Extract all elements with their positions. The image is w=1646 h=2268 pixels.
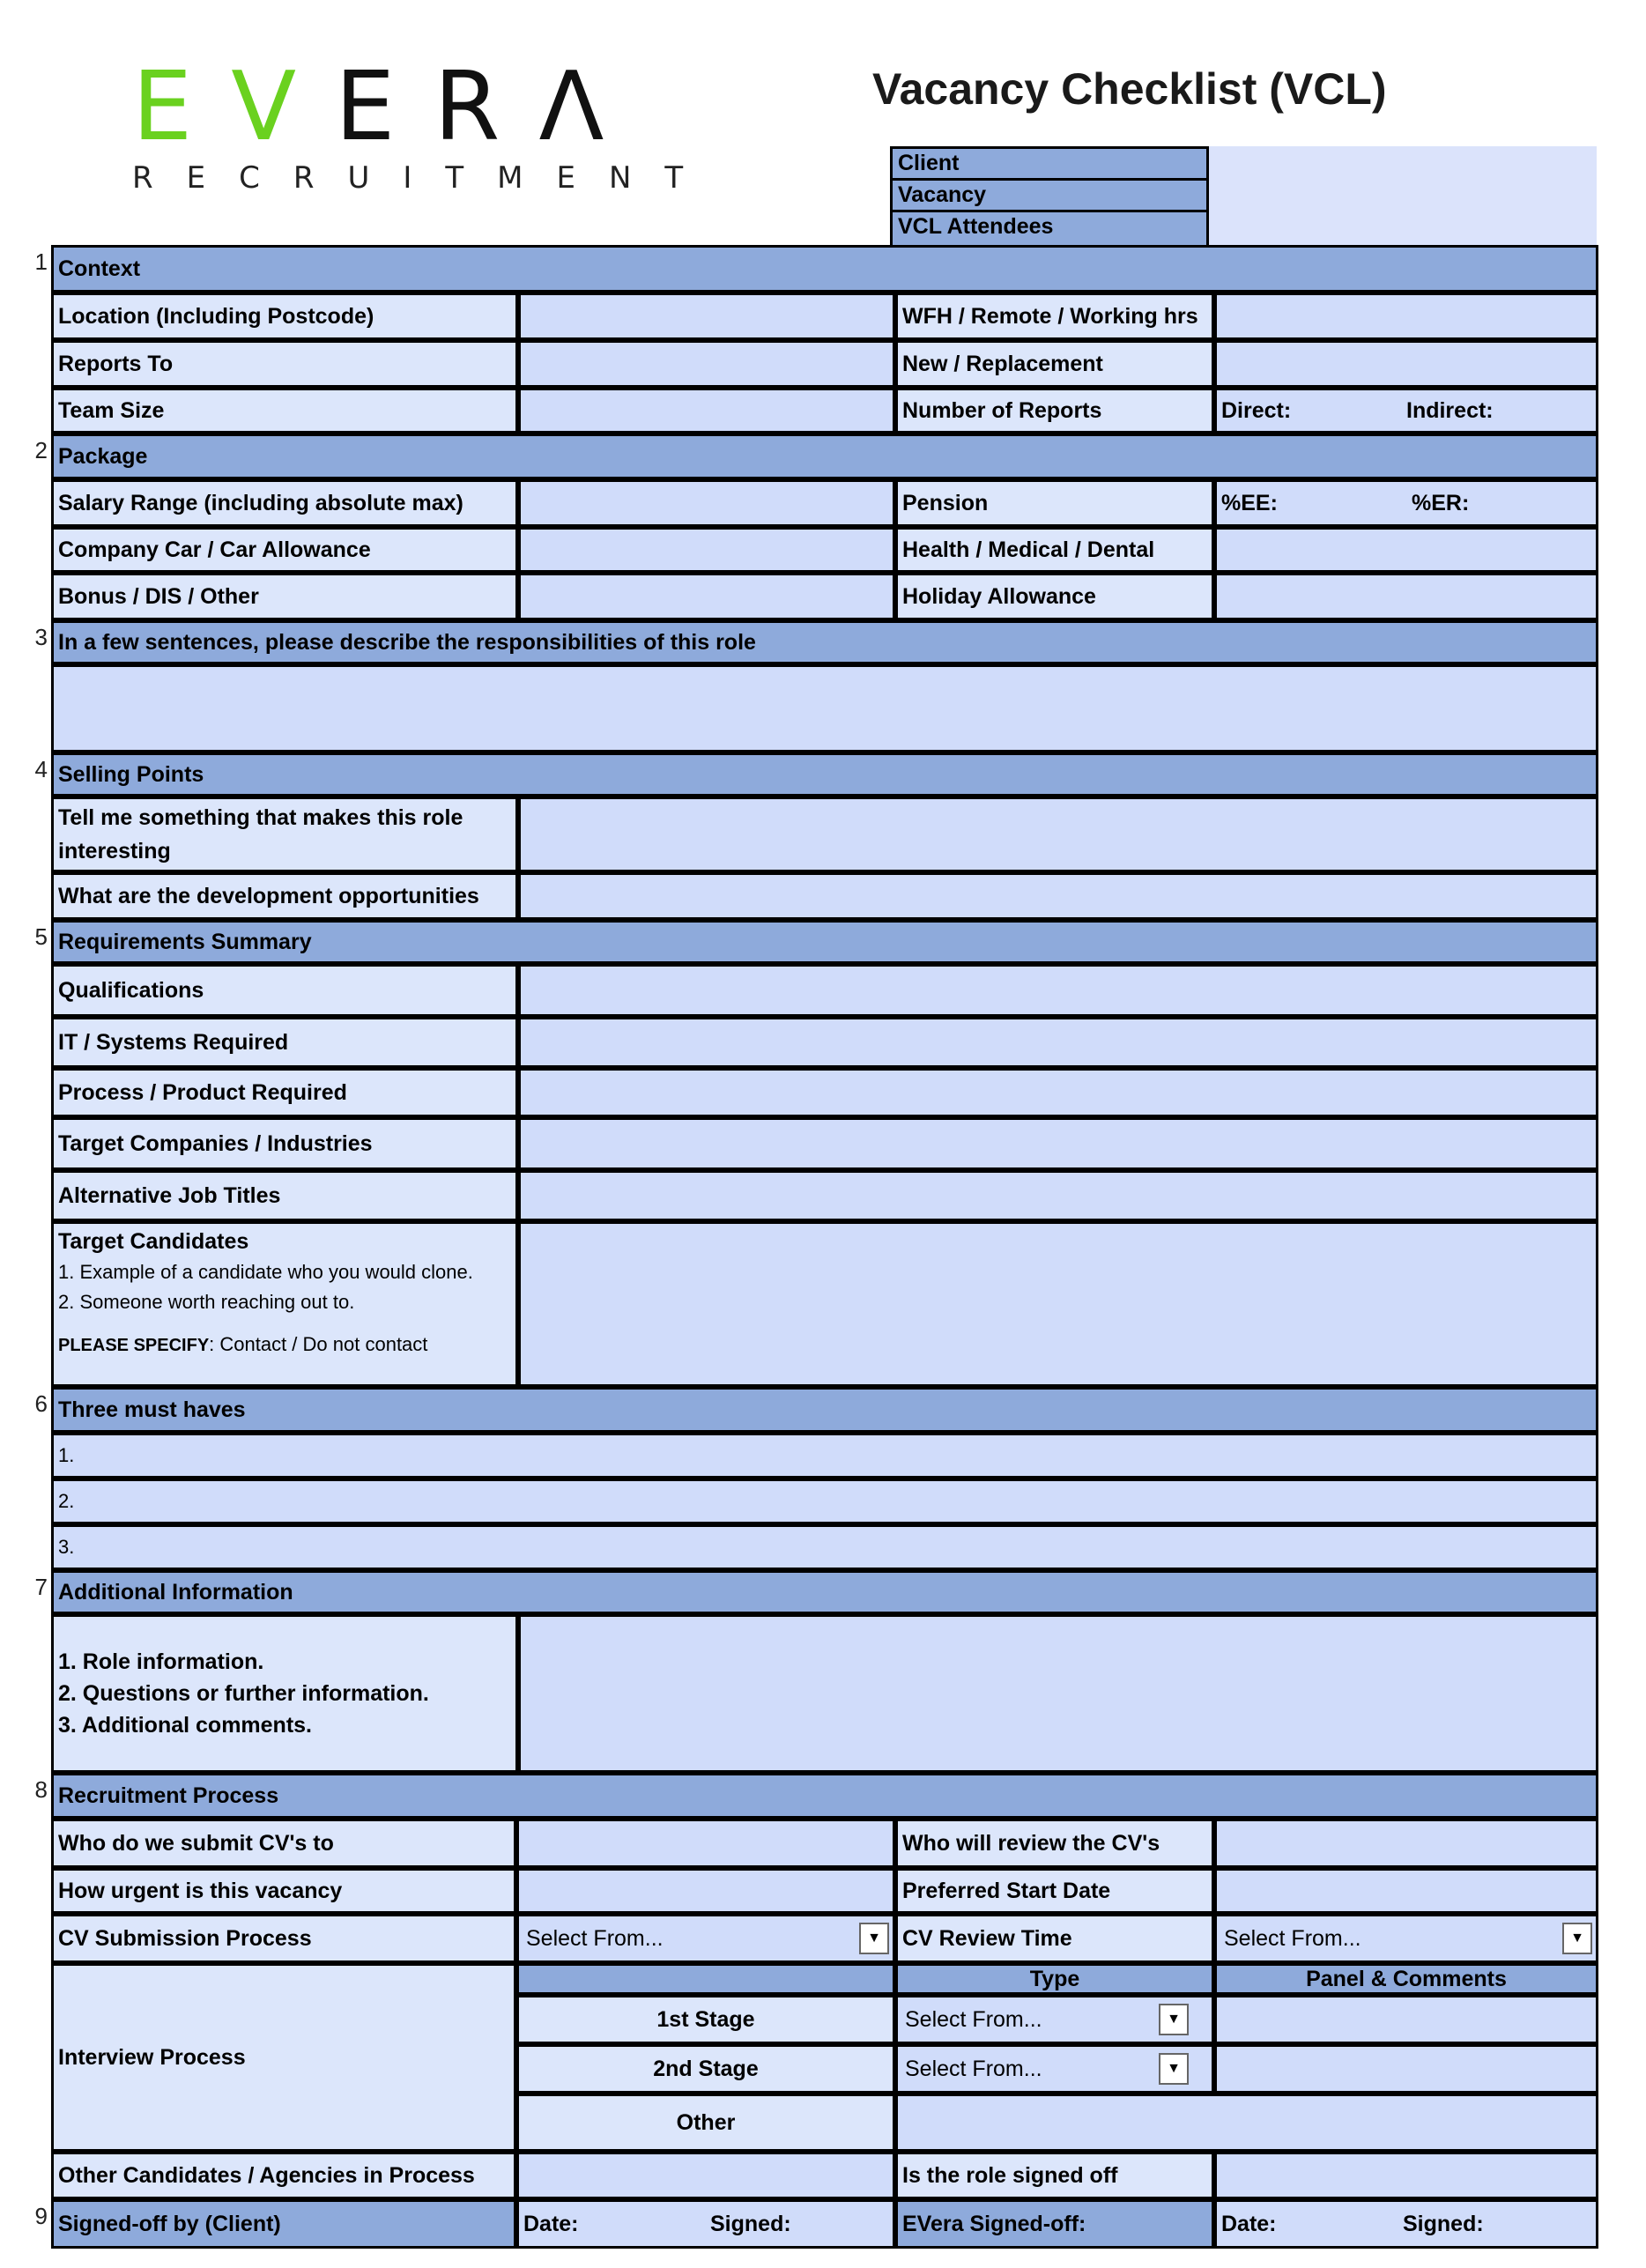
team-size-field[interactable] xyxy=(518,388,895,434)
pension-field[interactable] xyxy=(1214,479,1598,527)
evera-signoff-label: EVera Signed-off: xyxy=(895,2199,1214,2249)
stage-2-type-select[interactable] xyxy=(895,2044,1214,2094)
section-number-3: 3 xyxy=(34,624,48,650)
interesting-field[interactable] xyxy=(518,797,1598,872)
submit-cvs-to-label: Who do we submit CV's to xyxy=(51,1819,516,1868)
other-candidates-field[interactable] xyxy=(516,2152,895,2199)
interesting-label: Tell me something that makes this role interesting xyxy=(51,797,518,872)
location-label: Location (Including Postcode) xyxy=(51,293,518,340)
must-have-3-field[interactable]: 3. xyxy=(51,1524,1598,1570)
urgency-field[interactable] xyxy=(516,1868,895,1914)
section-number-8: 8 xyxy=(34,1776,48,1803)
section-header-must-haves: Three must haves xyxy=(51,1387,1598,1433)
section-header-recruitment-process: Recruitment Process xyxy=(51,1773,1598,1819)
additional-line-3: 3. Additional comments. xyxy=(58,1713,313,1738)
vcl-attendees-field[interactable] xyxy=(1209,210,1597,247)
holiday-field[interactable] xyxy=(1214,573,1598,620)
role-signed-off-label: Is the role signed off xyxy=(895,2152,1214,2199)
additional-line-2: 2. Questions or further information. xyxy=(58,1681,429,1706)
stage-1-label: 1st Stage xyxy=(516,1995,895,2044)
other-stage-field[interactable] xyxy=(895,2094,1598,2152)
client-signed-label: Signed: xyxy=(710,2211,791,2236)
reports-to-label: Reports To xyxy=(51,340,518,388)
section-header-context: Context xyxy=(51,245,1598,293)
it-systems-field[interactable] xyxy=(518,1017,1598,1068)
car-allowance-label: Company Car / Car Allowance xyxy=(51,527,518,573)
cv-review-time-label: CV Review Time xyxy=(895,1914,1214,1963)
new-replacement-field[interactable] xyxy=(1214,340,1598,388)
logo-letter-e1: E xyxy=(132,52,232,162)
section-number-9: 9 xyxy=(34,2203,48,2229)
client-signoff-label: Signed-off by (Client) xyxy=(51,2199,516,2249)
chevron-down-icon[interactable]: ▼ xyxy=(1159,2053,1189,2085)
number-of-reports-label: Number of Reports xyxy=(895,388,1214,434)
cv-submission-select-value: Select From... xyxy=(526,1925,664,1951)
vacancy-field[interactable] xyxy=(1209,178,1597,210)
section-number-5: 5 xyxy=(34,923,48,950)
target-companies-field[interactable] xyxy=(518,1117,1598,1170)
client-date-label: Date: xyxy=(523,2211,579,2236)
salary-range-label: Salary Range (including absolute max) xyxy=(51,479,518,527)
car-allowance-field[interactable] xyxy=(518,527,895,573)
chevron-down-icon[interactable]: ▼ xyxy=(1562,1923,1592,1954)
health-field[interactable] xyxy=(1214,527,1598,573)
interview-process-label: Interview Process xyxy=(51,1963,516,2152)
section-header-requirements: Requirements Summary xyxy=(51,920,1598,964)
salary-range-field[interactable] xyxy=(518,479,895,527)
alt-job-titles-label: Alternative Job Titles xyxy=(51,1170,518,1221)
panel-comments-header: Panel & Comments xyxy=(1214,1963,1598,1995)
submit-cvs-to-field[interactable] xyxy=(516,1819,895,1868)
section-header-selling-points: Selling Points xyxy=(51,752,1598,797)
review-cvs-field[interactable] xyxy=(1214,1819,1598,1868)
it-systems-label: IT / Systems Required xyxy=(51,1017,518,1068)
must-have-1-field[interactable]: 1. xyxy=(51,1433,1598,1479)
type-header: Type xyxy=(895,1963,1214,1995)
stage-1-panel-field[interactable] xyxy=(1214,1995,1598,2044)
logo-letter-v: V xyxy=(231,52,336,162)
indirect-label: Indirect: xyxy=(1406,397,1494,423)
reports-to-field[interactable] xyxy=(518,340,895,388)
ee-label: %EE: xyxy=(1221,490,1278,515)
bonus-field[interactable] xyxy=(518,573,895,620)
responsibilities-field[interactable] xyxy=(51,664,1598,752)
cv-review-time-select[interactable] xyxy=(1214,1914,1598,1963)
urgency-label: How urgent is this vacancy xyxy=(51,1868,516,1914)
client-signoff-field[interactable] xyxy=(516,2199,895,2249)
start-date-label: Preferred Start Date xyxy=(895,1868,1214,1914)
section-header-package: Package xyxy=(51,434,1598,479)
evera-date-label: Date: xyxy=(1221,2211,1277,2236)
chevron-down-icon[interactable]: ▼ xyxy=(859,1923,889,1954)
logo-letter-e2: E xyxy=(335,52,434,162)
er-label: %ER: xyxy=(1412,490,1470,515)
other-stage-label: Other xyxy=(516,2094,895,2152)
stage-1-type-value: Select From... xyxy=(905,2006,1042,2032)
role-signed-off-field[interactable] xyxy=(1214,2152,1598,2199)
development-field[interactable] xyxy=(518,872,1598,920)
cv-review-time-select-value: Select From... xyxy=(1224,1925,1361,1951)
client-field[interactable] xyxy=(1209,146,1597,178)
target-candidates-label: Target Candidates xyxy=(58,1229,249,1254)
stage-2-label: 2nd Stage xyxy=(516,2044,895,2094)
wfh-field[interactable] xyxy=(1214,293,1598,340)
target-candidates-item-1: 1. Example of a candidate who you would clone. xyxy=(58,1261,473,1283)
additional-info-block xyxy=(51,1614,518,1773)
logo-letter-r: R xyxy=(434,52,539,162)
section-header-additional-info: Additional Information xyxy=(51,1570,1598,1614)
process-product-label: Process / Product Required xyxy=(51,1068,518,1117)
target-companies-label: Target Companies / Industries xyxy=(51,1117,518,1170)
evera-signed-label: Signed: xyxy=(1403,2211,1484,2236)
contact-options: : Contact / Do not contact xyxy=(209,1333,428,1355)
section-number-1: 1 xyxy=(34,248,48,275)
target-candidates-item-2: 2. Someone worth reaching out to. xyxy=(58,1291,355,1313)
alt-job-titles-field[interactable] xyxy=(518,1170,1598,1221)
section-header-responsibilities: In a few sentences, please describe the responsibilities of this role xyxy=(51,620,1598,664)
section-number-7: 7 xyxy=(34,1574,48,1600)
must-have-2-field[interactable]: 2. xyxy=(51,1479,1598,1524)
additional-line-1: 1. Role information. xyxy=(58,1649,264,1674)
team-size-label: Team Size xyxy=(51,388,518,434)
vacancy-label: Vacancy xyxy=(890,178,1209,210)
section-number-4: 4 xyxy=(34,756,48,782)
cv-submission-label: CV Submission Process xyxy=(51,1914,516,1963)
health-label: Health / Medical / Dental xyxy=(895,527,1214,573)
pension-label: Pension xyxy=(895,479,1214,527)
qualifications-label: Qualifications xyxy=(51,964,518,1017)
process-product-field[interactable] xyxy=(518,1068,1598,1117)
vcl-attendees-label: VCL Attendees xyxy=(890,210,1209,247)
target-candidates-block xyxy=(51,1221,518,1387)
qualifications-field[interactable] xyxy=(518,964,1598,1017)
stage-1-type-select[interactable] xyxy=(895,1995,1214,2044)
evera-logo xyxy=(132,52,749,162)
start-date-field[interactable] xyxy=(1214,1868,1598,1914)
stage-2-panel-field[interactable] xyxy=(1214,2044,1598,2094)
logo-letter-a: Λ xyxy=(538,52,643,162)
please-specify-line xyxy=(58,1333,427,1356)
new-replacement-label: New / Replacement xyxy=(895,340,1214,388)
other-candidates-label: Other Candidates / Agencies in Process xyxy=(51,2152,516,2199)
development-label: What are the development opportunities xyxy=(51,872,518,920)
cv-submission-select[interactable] xyxy=(516,1914,895,1963)
review-cvs-label: Who will review the CV's xyxy=(895,1819,1214,1868)
section-number-6: 6 xyxy=(34,1390,48,1417)
direct-label: Direct: xyxy=(1221,397,1292,423)
evera-signoff-field[interactable] xyxy=(1214,2199,1598,2249)
bonus-label: Bonus / DIS / Other xyxy=(51,573,518,620)
stage-2-type-value: Select From... xyxy=(905,2056,1042,2081)
chevron-down-icon[interactable]: ▼ xyxy=(1159,2004,1189,2035)
location-field[interactable] xyxy=(518,293,895,340)
page-title: Vacancy Checklist (VCL) xyxy=(872,64,1387,114)
please-specify-label: PLEASE SPECIFY xyxy=(58,1336,210,1355)
section-number-2: 2 xyxy=(34,437,48,463)
holiday-label: Holiday Allowance xyxy=(895,573,1214,620)
target-candidates-field[interactable] xyxy=(518,1221,1598,1387)
number-of-reports-field[interactable] xyxy=(1214,388,1598,434)
wfh-label: WFH / Remote / Working hrs xyxy=(895,293,1214,340)
logo-subtitle: RECRUITMENT xyxy=(132,160,717,196)
interview-header-blank xyxy=(516,1963,895,1995)
client-label: Client xyxy=(890,146,1209,178)
additional-info-field[interactable] xyxy=(518,1614,1598,1773)
